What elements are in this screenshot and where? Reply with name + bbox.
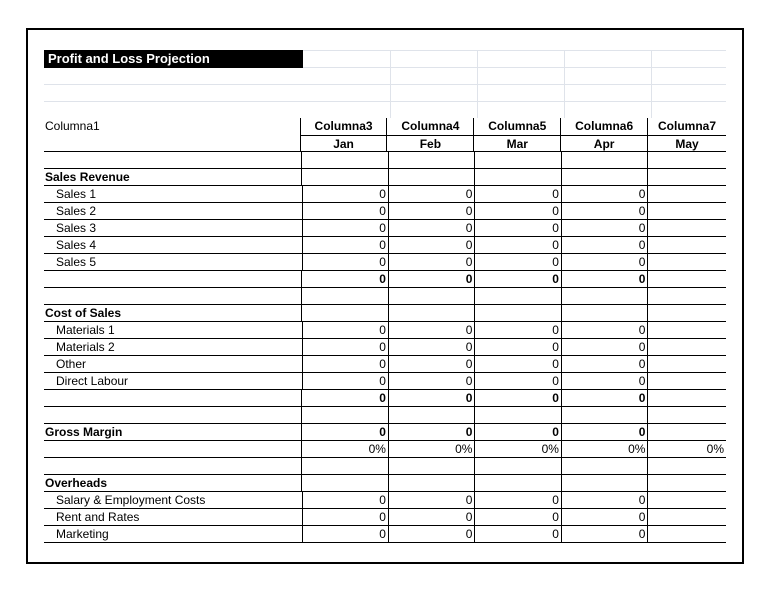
column-header[interactable] bbox=[647, 118, 726, 151]
value-cell[interactable]: 0% bbox=[561, 441, 648, 457]
grid-line bbox=[303, 50, 726, 51]
table-row bbox=[44, 492, 726, 509]
row-label[interactable]: Sales 5 bbox=[56, 255, 97, 269]
grid-line bbox=[44, 101, 726, 102]
column-name: Columna4 bbox=[387, 118, 473, 136]
value-cell[interactable] bbox=[647, 271, 726, 287]
value-cell[interactable]: 0 bbox=[388, 254, 474, 270]
value-cell[interactable] bbox=[647, 356, 726, 372]
value-cell[interactable]: 0 bbox=[474, 203, 560, 219]
value-cell[interactable]: 0 bbox=[302, 322, 388, 338]
value-cell[interactable] bbox=[474, 169, 561, 185]
column-name: Columna7 bbox=[648, 118, 726, 136]
value-cell[interactable] bbox=[561, 288, 648, 304]
row-label[interactable]: Materials 2 bbox=[56, 340, 115, 354]
row-label[interactable]: Sales 2 bbox=[56, 204, 97, 218]
table-row bbox=[44, 220, 726, 237]
value-cell[interactable]: 0 bbox=[474, 356, 560, 372]
row-label[interactable]: Overheads bbox=[45, 476, 108, 490]
table-row bbox=[44, 424, 726, 441]
row-label[interactable]: Cost of Sales bbox=[45, 306, 122, 320]
value-cell[interactable] bbox=[647, 254, 726, 270]
value-cell[interactable] bbox=[388, 152, 475, 168]
value-cell[interactable] bbox=[388, 475, 475, 491]
value-cell[interactable]: 0% bbox=[474, 441, 561, 457]
column-name: Columna5 bbox=[474, 118, 560, 136]
value-cell[interactable]: 0 bbox=[302, 373, 388, 389]
value-cell[interactable]: 0 bbox=[474, 526, 560, 542]
value-cell[interactable]: 0 bbox=[474, 492, 560, 508]
value-cell[interactable]: 0 bbox=[388, 373, 474, 389]
row-label[interactable] bbox=[44, 288, 301, 304]
value-cell[interactable] bbox=[647, 203, 726, 219]
table-row bbox=[44, 305, 726, 322]
table-row bbox=[44, 509, 726, 526]
value-cell[interactable]: 0 bbox=[474, 220, 560, 236]
value-cell[interactable]: 0 bbox=[388, 271, 475, 287]
value-cell[interactable]: 0 bbox=[388, 322, 474, 338]
value-cell[interactable]: 0 bbox=[302, 220, 388, 236]
value-cell[interactable]: 0 bbox=[388, 339, 474, 355]
value-cell[interactable] bbox=[301, 475, 388, 491]
table-row bbox=[44, 322, 726, 339]
value-cell[interactable]: 0 bbox=[302, 186, 388, 202]
value-cell[interactable] bbox=[647, 458, 726, 474]
table-row bbox=[44, 152, 726, 169]
value-cell[interactable] bbox=[301, 169, 388, 185]
value-cell[interactable]: 0 bbox=[561, 390, 648, 406]
value-cell[interactable] bbox=[561, 152, 648, 168]
value-cell[interactable] bbox=[388, 169, 475, 185]
value-cell[interactable]: 0 bbox=[474, 254, 560, 270]
value-cell[interactable] bbox=[474, 305, 561, 321]
value-cell[interactable]: 0 bbox=[474, 271, 561, 287]
value-cell[interactable]: 0 bbox=[388, 356, 474, 372]
row-label[interactable] bbox=[44, 152, 301, 168]
value-cell[interactable]: 0 bbox=[301, 271, 388, 287]
value-cell[interactable]: 0 bbox=[474, 186, 560, 202]
row-label[interactable]: Sales Revenue bbox=[45, 170, 130, 184]
value-cell[interactable]: 0 bbox=[561, 424, 648, 440]
value-cell[interactable] bbox=[301, 458, 388, 474]
value-cell[interactable] bbox=[561, 475, 648, 491]
table-row bbox=[44, 203, 726, 220]
table-row bbox=[44, 186, 726, 203]
value-cell[interactable]: 0 bbox=[302, 492, 388, 508]
column-month: Mar bbox=[506, 137, 528, 151]
column-name: Columna3 bbox=[301, 118, 387, 136]
value-cell[interactable] bbox=[647, 169, 726, 185]
value-cell[interactable]: 0 bbox=[474, 373, 560, 389]
value-cell[interactable]: 0% bbox=[647, 441, 726, 457]
value-cell[interactable]: 0 bbox=[388, 203, 474, 219]
row-label[interactable]: Marketing bbox=[56, 527, 109, 541]
column-month: Apr bbox=[593, 137, 615, 151]
column-name: Columna6 bbox=[561, 118, 647, 136]
value-cell[interactable] bbox=[647, 526, 726, 542]
value-cell[interactable]: 0 bbox=[561, 373, 647, 389]
row-label[interactable] bbox=[44, 407, 301, 423]
header-label[interactable]: Columna1 bbox=[45, 119, 100, 133]
value-cell[interactable]: 0 bbox=[561, 322, 647, 338]
value-cell[interactable] bbox=[647, 509, 726, 525]
table-row bbox=[44, 356, 726, 373]
value-cell[interactable]: 0 bbox=[302, 526, 388, 542]
value-cell[interactable]: 0 bbox=[474, 322, 560, 338]
row-label[interactable]: Materials 1 bbox=[56, 323, 115, 337]
table-row bbox=[44, 475, 726, 492]
value-cell[interactable] bbox=[647, 237, 726, 253]
sheet-title: Profit and Loss Projection bbox=[44, 50, 303, 68]
table-row bbox=[44, 169, 726, 186]
value-cell[interactable]: 0 bbox=[302, 339, 388, 355]
column-header[interactable] bbox=[300, 118, 387, 151]
value-cell[interactable]: 0 bbox=[302, 356, 388, 372]
value-cell[interactable] bbox=[647, 475, 726, 491]
row-label[interactable]: Other bbox=[56, 357, 87, 371]
value-cell[interactable] bbox=[647, 390, 726, 406]
column-month: Jan bbox=[333, 137, 354, 151]
row-label[interactable]: Sales 1 bbox=[56, 187, 97, 201]
value-cell[interactable]: 0 bbox=[388, 186, 474, 202]
value-cell[interactable]: 0 bbox=[561, 526, 647, 542]
value-cell[interactable] bbox=[301, 407, 388, 423]
value-cell[interactable]: 0 bbox=[561, 186, 647, 202]
value-cell[interactable]: 0 bbox=[561, 339, 647, 355]
value-cell[interactable]: 0 bbox=[388, 509, 474, 525]
grid-line bbox=[477, 50, 478, 118]
row-label[interactable]: Gross Margin bbox=[45, 425, 123, 439]
table-row bbox=[44, 339, 726, 356]
value-cell[interactable] bbox=[301, 305, 388, 321]
value-cell[interactable]: 0 bbox=[561, 203, 647, 219]
value-cell[interactable]: 0 bbox=[302, 237, 388, 253]
grid-line bbox=[303, 67, 726, 68]
value-cell[interactable]: 0 bbox=[388, 237, 474, 253]
column-header[interactable] bbox=[560, 118, 647, 151]
value-cell[interactable]: 0 bbox=[561, 254, 647, 270]
value-cell[interactable] bbox=[647, 220, 726, 236]
document-frame bbox=[26, 28, 744, 564]
value-cell[interactable]: 0 bbox=[561, 509, 647, 525]
value-cell[interactable]: 0 bbox=[388, 492, 474, 508]
row-label[interactable]: Salary & Employment Costs bbox=[56, 493, 206, 507]
table-row bbox=[44, 390, 726, 407]
value-cell[interactable]: 0 bbox=[302, 203, 388, 219]
value-cell[interactable]: 0 bbox=[561, 356, 647, 372]
value-cell[interactable]: 0 bbox=[302, 254, 388, 270]
table-row bbox=[44, 237, 726, 254]
value-cell[interactable] bbox=[647, 407, 726, 423]
column-header[interactable] bbox=[473, 118, 560, 151]
table-row bbox=[44, 407, 726, 424]
value-cell[interactable] bbox=[561, 305, 648, 321]
value-cell[interactable]: 0% bbox=[301, 441, 388, 457]
grid-line bbox=[651, 50, 652, 118]
value-cell[interactable] bbox=[388, 407, 475, 423]
value-cell[interactable]: 0 bbox=[561, 492, 647, 508]
value-cell[interactable]: 0 bbox=[301, 390, 388, 406]
value-cell[interactable] bbox=[647, 305, 726, 321]
value-cell[interactable] bbox=[301, 152, 388, 168]
table-row bbox=[44, 254, 726, 271]
column-month: Feb bbox=[419, 137, 442, 151]
column-header[interactable] bbox=[386, 118, 473, 151]
value-cell[interactable] bbox=[647, 424, 726, 440]
row-label[interactable] bbox=[44, 441, 301, 457]
value-cell[interactable] bbox=[561, 169, 648, 185]
value-cell[interactable] bbox=[647, 492, 726, 508]
row-label[interactable]: Sales 4 bbox=[56, 238, 97, 252]
row-label[interactable] bbox=[44, 271, 301, 287]
value-cell[interactable]: 0 bbox=[474, 339, 560, 355]
value-cell[interactable]: 0 bbox=[561, 271, 648, 287]
table-row bbox=[44, 288, 726, 305]
column-month: May bbox=[675, 137, 699, 151]
row-label[interactable] bbox=[44, 390, 301, 406]
value-cell[interactable]: 0 bbox=[388, 526, 474, 542]
grid-line bbox=[564, 50, 565, 118]
value-cell[interactable] bbox=[647, 186, 726, 202]
value-cell[interactable] bbox=[561, 407, 648, 423]
value-cell[interactable] bbox=[647, 339, 726, 355]
value-cell[interactable] bbox=[388, 305, 475, 321]
value-cell[interactable]: 0 bbox=[388, 220, 474, 236]
table-row bbox=[44, 458, 726, 475]
row-label[interactable]: Rent and Rates bbox=[56, 510, 140, 524]
value-cell[interactable] bbox=[647, 322, 726, 338]
table-row bbox=[44, 271, 726, 288]
value-cell[interactable]: 0 bbox=[561, 220, 647, 236]
value-cell[interactable] bbox=[474, 475, 561, 491]
value-cell[interactable]: 0 bbox=[388, 424, 475, 440]
table-row bbox=[44, 526, 726, 543]
table-header-row bbox=[44, 118, 726, 152]
value-cell[interactable] bbox=[388, 458, 475, 474]
value-cell[interactable] bbox=[647, 152, 726, 168]
value-cell[interactable]: 0 bbox=[474, 237, 560, 253]
grid-line bbox=[44, 84, 726, 85]
value-cell[interactable]: 0 bbox=[302, 509, 388, 525]
value-cell[interactable] bbox=[474, 458, 561, 474]
value-cell[interactable]: 0 bbox=[474, 424, 561, 440]
value-cell[interactable] bbox=[474, 407, 561, 423]
spreadsheet bbox=[44, 50, 726, 550]
value-cell[interactable]: 0 bbox=[388, 390, 475, 406]
row-label[interactable]: Direct Labour bbox=[56, 374, 129, 388]
value-cell[interactable] bbox=[474, 152, 561, 168]
row-label[interactable]: Sales 3 bbox=[56, 221, 97, 235]
value-cell[interactable]: 0% bbox=[388, 441, 475, 457]
row-label[interactable] bbox=[44, 458, 301, 474]
table-row bbox=[44, 441, 726, 458]
table-body bbox=[44, 118, 726, 543]
value-cell[interactable] bbox=[388, 288, 475, 304]
value-cell[interactable]: 0 bbox=[561, 237, 647, 253]
value-cell[interactable]: 0 bbox=[301, 424, 388, 440]
value-cell[interactable] bbox=[301, 288, 388, 304]
value-cell[interactable] bbox=[474, 288, 561, 304]
value-cell[interactable] bbox=[647, 373, 726, 389]
table-row bbox=[44, 373, 726, 390]
value-cell[interactable]: 0 bbox=[474, 390, 561, 406]
value-cell[interactable]: 0 bbox=[474, 509, 560, 525]
value-cell[interactable] bbox=[647, 288, 726, 304]
value-cell[interactable] bbox=[561, 458, 648, 474]
grid-line bbox=[390, 50, 391, 118]
